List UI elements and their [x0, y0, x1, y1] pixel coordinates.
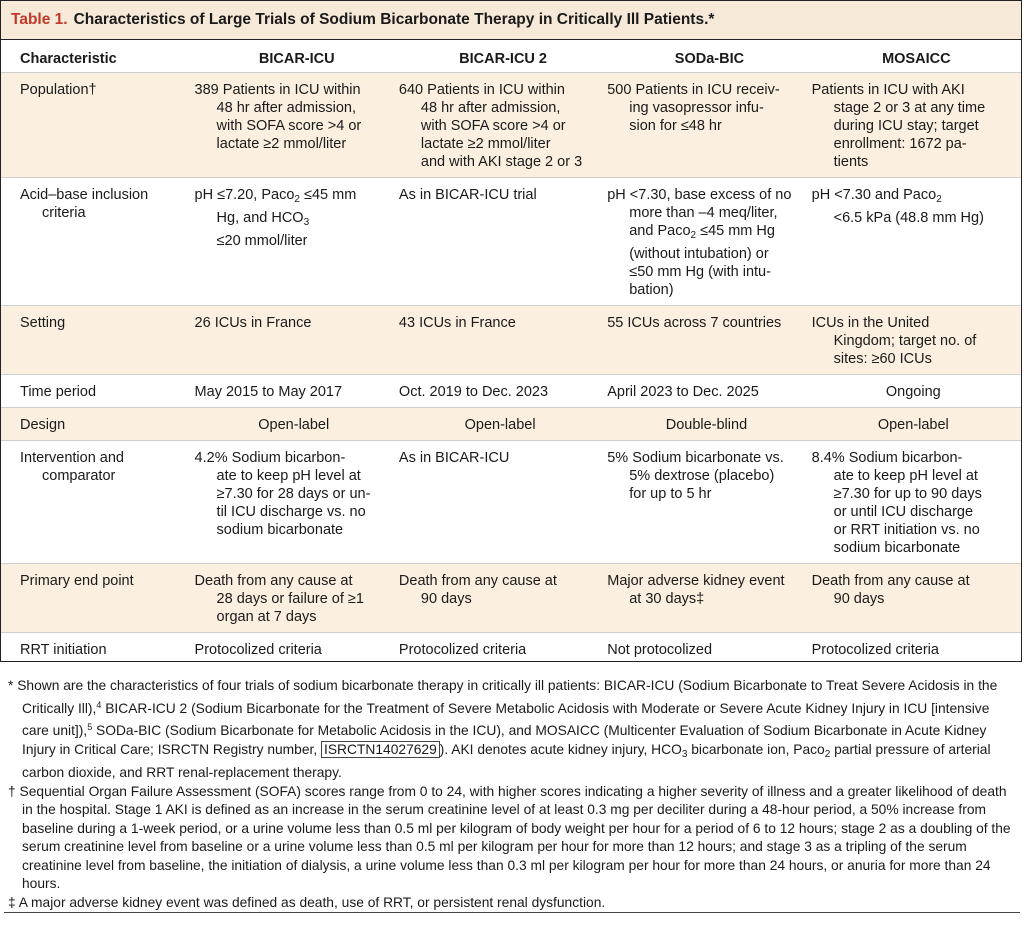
row-label: Time period	[20, 383, 97, 400]
table-title-text: Characteristics of Large Trials of Sodium Bicarbonate Therapy in Critically Ill Patients.*	[73, 11, 715, 28]
footnote-dagger: † Sequential Organ Failure Assessment (SOFA) scores range from 0 to 24, with higher scores indicating a higher severity of illness and a greater likelihood of death in the hospital. Stage 1 AKI is defined as an increase in the serum creatinine level of at least 0.3 mg per deciliter during a 48-hour period, a 50% increase from baseline during a 1-week period, or a urine volume less than 0.5 ml per kilogram of body weight per hour for a period of 6 to 12 hours; stage 2 as a doubling of the serum creatinine level from baseline or a urine volume less than 0.5 ml per kilogram per hour for more than 12 hours; and stage 3 as a tripling of the serum creatinine level from baseline, the initiation of dialysis, a urine volume less than 0.3 ml per kilogram per hour for more than 24 hours, or anuria for more than 24 hours.	[8, 783, 1011, 891]
table-cell: ICUs in the United Kingdom; target no. of sites: ≥60 ICUs	[811, 314, 977, 367]
footnote-double-dagger: ‡ A major adverse kidney event was defined as death, use of RRT, or persistent renal dysfunction.	[8, 894, 606, 910]
table-cell: 4.2% Sodium bicarbon- ate to keep pH level at ≥7.30 for 28 days or un- til ICU discharge vs. no sodium bicarbonate	[194, 449, 371, 538]
table-row-design	[1, 407, 1021, 440]
bottom-rule	[4, 912, 1020, 913]
row-label: Population†	[20, 81, 97, 98]
table-cell: Patients in ICU with AKI stage 2 or 3 at any time during ICU stay; target enrollment: 1672 pa- tients	[811, 81, 986, 170]
trials-table	[1, 40, 1021, 665]
table-cell: Death from any cause at 90 days	[811, 572, 970, 607]
table-row-rrt	[1, 632, 1021, 665]
table-cell: Protocolized criteria	[194, 641, 322, 658]
table-cell: 8.4% Sodium bicarbon- ate to keep pH level at ≥7.30 for up to 90 days or until ICU discharge or RRT initiation vs. no sodium bicarbonate	[811, 449, 982, 556]
table-cell: 26 ICUs in France	[194, 314, 312, 331]
row-label: Intervention and comparator	[20, 449, 124, 484]
table-cell: Major adverse kidney event at 30 days‡	[607, 572, 785, 607]
row-label: Design	[20, 416, 66, 433]
table-cell: Double-blind	[665, 416, 748, 433]
footnote-star: * Shown are the characteristics of four trials of sodium bicarbonate therapy in critically ill patients: BICAR-ICU (Sodium Bicarbonate to Treat Severe Acidosis in the Critically Ill),$^4$ BICAR-ICU 2 (Sodium Bicarbonate for the Treatment of Severe Metabolic Acidosis with Moderate or Severe Acute Kidney Injury in ICU [intensive care unit]),$^5$ SODa-BIC (Sodium Bicarbonate for Metabolic Acidosis in the ICU), and MOSAICC (Multicenter Evaluation of Sodium Bicarbonate in Acute Kidney Injury in Critical Care; ISRCTN Registry number, ISRCTN14027629 ). AKI denotes acute kidney injury, $HCO_3$ bicarbonate ion, Paco$_2$ partial pressure of arterial carbon dioxide, and RRT renal-replacement therapy.	[8, 678, 998, 780]
header-mosaicc: MOSAICC	[882, 51, 951, 67]
table-cell: April 2023 to Dec. 2025	[607, 383, 759, 400]
table-row-intervention	[1, 440, 1021, 563]
row-label: Setting	[20, 314, 66, 331]
table-cell: Oct. 2019 to Dec. 2023	[398, 383, 549, 400]
table-cell: Open-label	[877, 416, 949, 433]
table-cell: Open-label	[258, 416, 330, 433]
table-cell: As in BICAR-ICU	[398, 449, 510, 466]
table-number: Table 1.	[11, 11, 68, 28]
table-row-setting	[1, 305, 1021, 374]
table-cell: 640 Patients in ICU within 48 hr after admission, with SOFA score >4 or lactate ≥2 mmol/liter and with AKI stage 2 or 3	[398, 81, 583, 170]
row-label: Acid–base inclusion criteria	[20, 186, 149, 221]
table-cell: 43 ICUs in France	[398, 314, 516, 331]
table-cell: Protocolized criteria	[811, 641, 939, 658]
table-title	[1, 1, 1021, 40]
table-cell: pH <7.30, base excess of no more than –4 meq/liter, and Paco$_2$ ≤45 mm Hg (without intubation) or ≤50 mm Hg (with intu- bation)	[607, 186, 792, 298]
header-soda-bic: SODa-BIC	[674, 51, 745, 67]
footnotes	[8, 677, 1016, 912]
header-bicar-icu: BICAR-ICU	[258, 51, 335, 67]
table-cell: Death from any cause at 90 days	[398, 572, 557, 607]
header-bicar-icu-2: BICAR-ICU 2	[459, 51, 547, 67]
table-cell: 389 Patients in ICU within 48 hr after admission, with SOFA score >4 or lactate ≥2 mmol/liter	[194, 81, 362, 152]
table-cell: pH ≤7.20, Paco$_2$ ≤45 mm Hg, and $HCO_3$ ≤20 mmol/liter	[194, 186, 357, 249]
table-row-population	[1, 72, 1021, 177]
table-cell: Open-label	[464, 416, 536, 433]
row-label: Primary end point	[20, 572, 134, 589]
header-characteristic: Characteristic	[20, 51, 117, 67]
table-cell: Ongoing	[885, 383, 941, 400]
table-cell: May 2015 to May 2017	[194, 383, 343, 400]
table-cell: pH <7.30 and Paco$_2$ <6.5 kPa (48.8 mm Hg)	[811, 186, 984, 226]
table-cell: 5% Sodium bicarbonate vs. 5% dextrose (placebo) for up to 5 hr	[607, 449, 784, 502]
registry-link[interactable]: ISRCTN14027629	[321, 741, 440, 758]
table-row-acid-base	[1, 177, 1021, 305]
table-cell: Not protocolized	[607, 641, 713, 658]
table-row-endpoint	[1, 563, 1021, 632]
header-row	[1, 40, 1021, 72]
row-label: RRT initiation	[20, 641, 107, 658]
table-cell: As in BICAR-ICU trial	[398, 186, 537, 203]
table-cell: 55 ICUs across 7 countries	[607, 314, 782, 331]
table-cell: Death from any cause at 28 days or failure of ≥1 organ at 7 days	[194, 572, 364, 625]
table-row-time-period	[1, 374, 1021, 407]
table-cell: Protocolized criteria	[398, 641, 527, 658]
table-cell: 500 Patients in ICU receiv- ing vasopressor infu- sion for ≤48 hr	[607, 81, 780, 134]
